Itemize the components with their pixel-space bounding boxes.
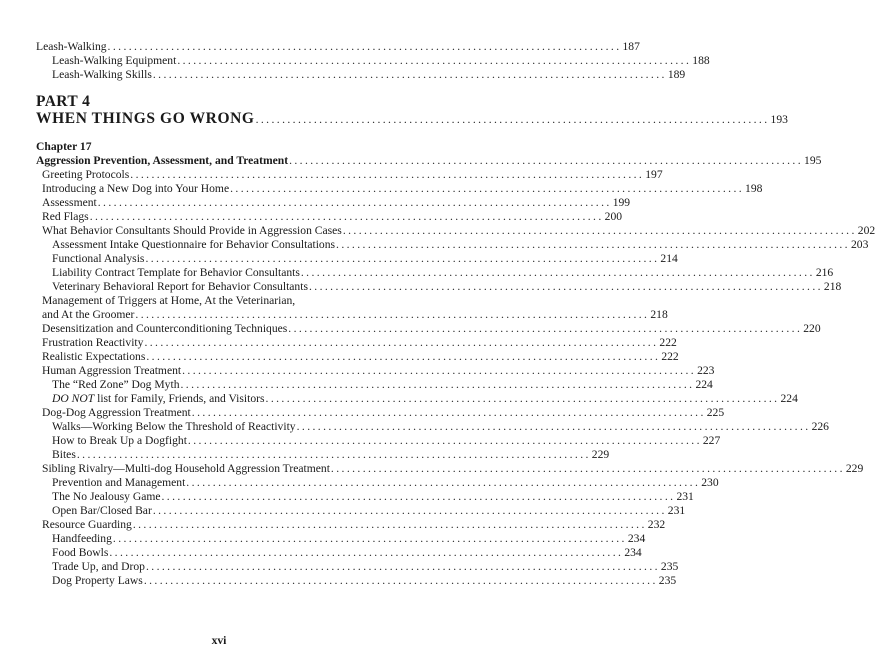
- leader-dots: .................................................................................................: [182, 364, 697, 377]
- toc-entry-page: 225: [706, 406, 725, 419]
- toc-entry: [52, 490, 694, 504]
- toc-entry-label: Handfeeding: [52, 532, 112, 545]
- leader-dots: .................................................................................................: [145, 560, 660, 573]
- toc-entry: [52, 574, 677, 588]
- part-title-entry: [36, 110, 788, 128]
- toc-entry: [52, 476, 719, 490]
- toc-entry-label: Introducing a New Dog into Your Home: [42, 182, 230, 195]
- toc-entry: [52, 504, 686, 518]
- toc-entry: [36, 40, 640, 54]
- toc-entry: [52, 434, 721, 448]
- toc-entry-page: 222: [661, 350, 679, 363]
- toc-entry: [42, 462, 864, 476]
- toc-entry-page: 189: [667, 68, 686, 81]
- emphasis-text: DO NOT: [52, 392, 95, 405]
- leader-dots: .................................................................................................: [152, 68, 667, 81]
- toc-entry-page: 223: [697, 364, 715, 377]
- toc-entry-page: 200: [604, 210, 623, 223]
- toc-entry-label: Open Bar/Closed Bar: [52, 504, 152, 517]
- toc-entry-page: 187: [622, 40, 640, 53]
- toc-entry-label: Leash-Walking Equipment: [52, 54, 177, 67]
- toc-entry: [52, 238, 869, 252]
- toc-entry-label-rest: list for Family, Friends, and Visitors: [94, 392, 265, 405]
- toc-entry-label: Dog-Dog Aggression Treatment: [42, 406, 191, 419]
- toc-entry-page: 222: [659, 336, 677, 349]
- toc-entry-label: Veterinary Behavioral Report for Behavior Consultants: [52, 280, 308, 293]
- toc-entry-label: Greeting Protocols: [42, 168, 130, 181]
- toc-entry-page: 232: [647, 518, 666, 531]
- toc-entry: [42, 224, 875, 238]
- toc-entry-label: How to Break Up a Dogfight: [52, 434, 187, 447]
- toc-entry-page: 220: [803, 322, 821, 335]
- toc-entry: [52, 68, 686, 82]
- toc-entry-label: Functional Analysis: [52, 252, 145, 265]
- leader-dots: .................................................................................................: [296, 420, 811, 433]
- toc-entry-label: Walks—Working Below the Threshold of Reactivity: [52, 420, 296, 433]
- leader-dots: .................................................................................................: [161, 490, 676, 503]
- toc-entry-page: 229: [845, 462, 864, 475]
- leader-dots: .................................................................................................: [255, 113, 770, 126]
- leader-dots: .................................................................................................: [152, 504, 667, 517]
- toc-entry-label: Trade Up, and Drop: [52, 560, 145, 573]
- toc-entry: [42, 364, 715, 378]
- part-title: WHEN THINGS GO WRONG: [36, 110, 255, 127]
- toc-entry-page: 188: [692, 54, 710, 67]
- toc-entry: [42, 196, 631, 210]
- leader-dots: .................................................................................................: [191, 406, 706, 419]
- chapter-title: Aggression Prevention, Assessment, and Treatment: [36, 154, 289, 167]
- leader-dots: .................................................................................................: [145, 252, 660, 265]
- leader-dots: .................................................................................................: [288, 322, 803, 335]
- toc-entry-label: Sibling Rivalry—Multi-dog Household Aggression Treatment: [42, 462, 330, 475]
- toc-entry-page: 198: [745, 182, 763, 195]
- chapter-label: Chapter 17: [36, 140, 92, 153]
- toc-entry-label: Food Bowls: [52, 546, 109, 559]
- toc-entry: [42, 350, 679, 364]
- toc-entry-page: 231: [676, 490, 694, 503]
- toc-entry-label: The “Red Zone” Dog Myth: [52, 378, 180, 391]
- leader-dots: .................................................................................................: [143, 574, 658, 587]
- toc-entry-label: Realistic Expectations: [42, 350, 146, 363]
- toc-entry: [52, 266, 834, 280]
- toc-entry-page: 202: [857, 224, 875, 237]
- toc-entry: [52, 420, 829, 434]
- leader-dots: .................................................................................................: [289, 154, 804, 167]
- leader-dots: .................................................................................................: [308, 280, 823, 293]
- toc-entry: [42, 182, 763, 196]
- leader-dots: .................................................................................................: [180, 378, 695, 391]
- leader-dots: .................................................................................................: [300, 266, 815, 279]
- toc-entry-label: and At the Groomer: [42, 308, 135, 321]
- leader-dots: .................................................................................................: [342, 224, 857, 237]
- toc-entry: [52, 54, 710, 68]
- toc-entry-page: 235: [658, 574, 677, 587]
- toc-entry-label: Leash-Walking Skills: [52, 68, 152, 81]
- toc-entry-page: 218: [650, 308, 668, 321]
- toc-entry-page: 227: [702, 434, 721, 447]
- part-page: 193: [770, 113, 788, 126]
- toc-entry: [52, 532, 646, 546]
- toc-entry-page: 216: [815, 266, 834, 279]
- leader-dots: .................................................................................................: [135, 308, 650, 321]
- toc-entry-label: Liability Contract Template for Behavior Consultants: [52, 266, 300, 279]
- leader-dots: .................................................................................................: [76, 448, 591, 461]
- toc-entry-page: 197: [645, 168, 663, 181]
- toc-entry-page: 235: [660, 560, 679, 573]
- leader-dots: .................................................................................................: [230, 182, 745, 195]
- toc-entry-label: Resource Guarding: [42, 518, 132, 531]
- toc-entry: [42, 168, 663, 182]
- toc-entry: [42, 308, 668, 322]
- toc-entry-page: 229: [591, 448, 610, 461]
- leader-dots: .................................................................................................: [186, 476, 701, 489]
- toc-entry: [42, 518, 666, 532]
- toc-entry-page: 203: [850, 238, 869, 251]
- toc-entry-page: 234: [627, 532, 646, 545]
- toc-entry-label: [52, 392, 265, 406]
- toc-entry-label: Bites: [52, 448, 76, 461]
- toc-entry: [42, 322, 821, 336]
- leader-dots: .................................................................................................: [330, 462, 845, 475]
- toc-entry: [52, 378, 713, 392]
- leader-dots: .................................................................................................: [109, 546, 624, 559]
- toc-entry-page: 218: [823, 280, 842, 293]
- toc-entry-page: 199: [612, 196, 631, 209]
- toc-entry: [42, 406, 725, 420]
- toc-entry-page: 214: [660, 252, 678, 265]
- toc-entry-page: 224: [780, 392, 798, 405]
- toc-entry: [52, 280, 842, 294]
- toc-entry: [52, 546, 642, 560]
- toc-entry: [52, 252, 678, 266]
- leader-dots: .................................................................................................: [112, 532, 627, 545]
- toc-entry-page: 224: [695, 378, 713, 391]
- leader-dots: .................................................................................................: [146, 350, 661, 363]
- toc-entry-page: 234: [624, 546, 642, 559]
- chapter-title-entry: [36, 154, 822, 168]
- toc-entry-label: Human Aggression Treatment: [42, 364, 182, 377]
- part-number: PART 4: [36, 93, 91, 110]
- leader-dots: .................................................................................................: [144, 336, 659, 349]
- leader-dots: .................................................................................................: [177, 54, 692, 67]
- toc-entry: [42, 336, 677, 350]
- toc-entry-label: Dog Property Laws: [52, 574, 143, 587]
- toc-entry-label: Management of Triggers at Home, At the Veterinarian,: [42, 294, 296, 307]
- toc-entry: [52, 392, 798, 406]
- toc-entry-label: What Behavior Consultants Should Provide in Aggression Cases: [42, 224, 342, 237]
- leader-dots: .................................................................................................: [187, 434, 702, 447]
- leader-dots: .................................................................................................: [89, 210, 604, 223]
- toc-entry-label: The No Jealousy Game: [52, 490, 161, 503]
- toc-entry-label: Assessment: [42, 196, 97, 209]
- chapter-page: 195: [804, 154, 822, 167]
- toc-entry-page: 231: [667, 504, 686, 517]
- toc-entry-label: Assessment Intake Questionnaire for Behavior Consultations: [52, 238, 336, 251]
- toc-entry-label: Desensitization and Counterconditioning Techniques: [42, 322, 288, 335]
- toc-entry: [52, 448, 610, 462]
- leader-dots: .................................................................................................: [132, 518, 647, 531]
- leader-dots: .................................................................................................: [107, 40, 622, 53]
- toc-entry: [42, 210, 623, 224]
- toc-entry-page: 230: [701, 476, 719, 489]
- toc-entry-label: Red Flags: [42, 210, 89, 223]
- leader-dots: .................................................................................................: [130, 168, 645, 181]
- leader-dots: .................................................................................................: [336, 238, 850, 251]
- toc-entry-page: 226: [811, 420, 829, 433]
- toc-entry-label: Prevention and Management: [52, 476, 186, 489]
- leader-dots: .................................................................................................: [265, 392, 780, 405]
- toc-entry-label: Leash-Walking: [36, 40, 107, 53]
- page-number: xvi: [211, 634, 227, 647]
- toc-entry: [52, 560, 679, 574]
- leader-dots: .................................................................................................: [97, 196, 612, 209]
- toc-entry-label: Frustration Reactivity: [42, 336, 144, 349]
